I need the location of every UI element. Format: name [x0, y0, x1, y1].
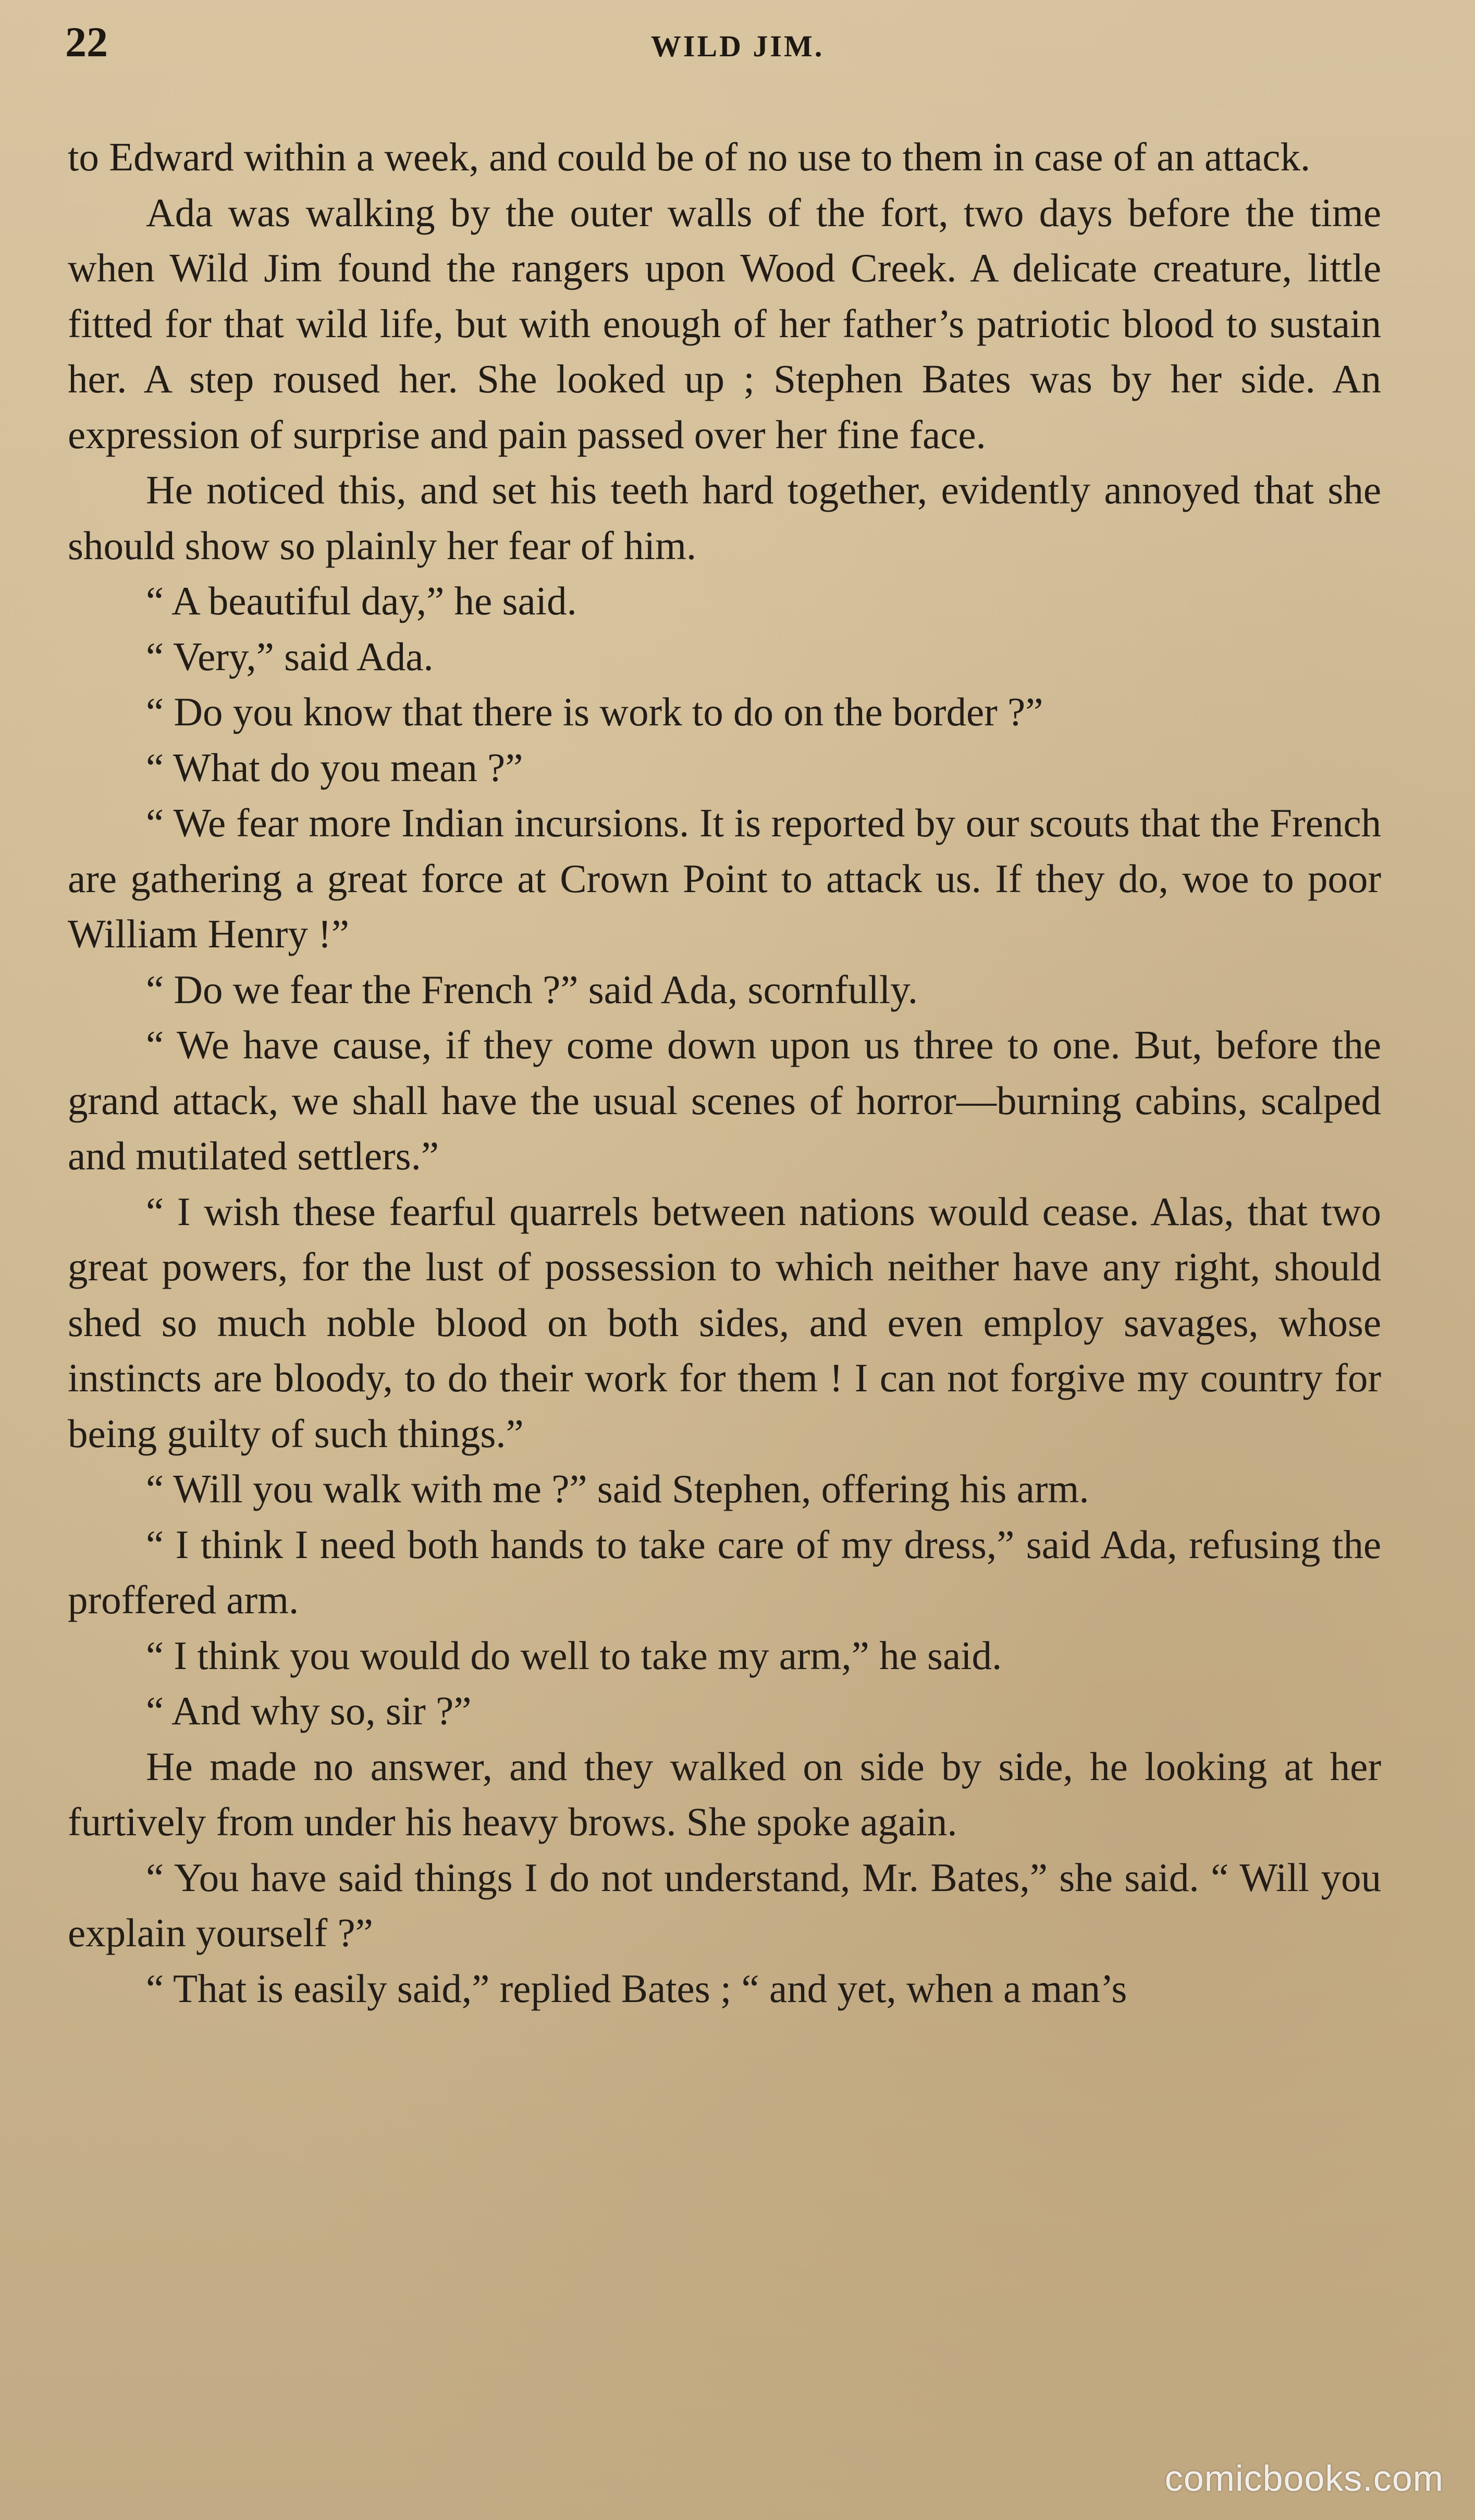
paragraph: “ Do you know that there is work to do on the border ?”	[146, 689, 1043, 734]
body-text	[68, 129, 1381, 2016]
paragraph: He made no answer, and they walked on side by side, he looking at her furtively from under his heavy brows. She spoke again.	[68, 1744, 1381, 1844]
paragraph: “ You have said things I do not understand, Mr. Bates,” she said. “ Will you explain yourself ?”	[68, 1855, 1381, 1955]
paragraph: to Edward within a week, and could be of no use to them in case of an attack.	[68, 134, 1311, 179]
paragraph: “ Do we fear the French ?” said Ada, scornfully.	[146, 967, 918, 1012]
paragraph: Ada was walking by the outer walls of the fort, two days before the time when Wild Jim found the rangers upon Wood Creek. A delicate creature, little fitted for that wild life, but with enough of her father’s patriotic blood to sustain her. A step roused her. She looked up ; Stephen Bates was by her side. An expression of surprise and pain passed over her fine face.	[68, 190, 1381, 457]
paragraph: “ I think you would do well to take my arm,” he said.	[146, 1633, 1002, 1678]
paragraph: “ And why so, sir ?”	[146, 1688, 472, 1733]
paragraph: “ We fear more Indian incursions. It is reported by our scouts that the French are gathering a great force at Crown Point to attack us. If they do, woe to poor William Henry !”	[68, 800, 1381, 956]
paragraph: He noticed this, and set his teeth hard together, evidently annoyed that she should show so plainly her fear of him.	[68, 467, 1381, 568]
paragraph: “ Very,” said Ada.	[146, 634, 434, 679]
paragraph: “ A beautiful day,” he said.	[146, 578, 577, 623]
running-head: WILD JIM.	[650, 29, 825, 63]
paragraph: “ I think I need both hands to take care of my dress,” said Ada, refusing the proffered arm.	[68, 1522, 1381, 1622]
paragraph: “ That is easily said,” replied Bates ; “ and yet, when a man’s	[146, 1966, 1127, 2011]
paragraph: “ I wish these fearful quarrels between nations would cease. Alas, that two great powers, for the lust of possession to which neither have any right, should shed so much noble blood on both sides, and even employ savages, whose instincts are bloody, to do their work for them ! I can not forgive my country for being guilty of such things.”	[68, 1189, 1381, 1456]
watermark-text: comicbooks.com	[1164, 2458, 1444, 2499]
paragraph: “ Will you walk with me ?” said Stephen, offering his arm.	[146, 1466, 1089, 1511]
paragraph: “ We have cause, if they come down upon us three to one. But, before the grand attack, we shall have the usual scenes of horror—burning cabins, scalped and mutilated settlers.”	[68, 1022, 1381, 1178]
paragraph: “ What do you mean ?”	[146, 745, 523, 790]
page-number: 22	[65, 18, 108, 66]
